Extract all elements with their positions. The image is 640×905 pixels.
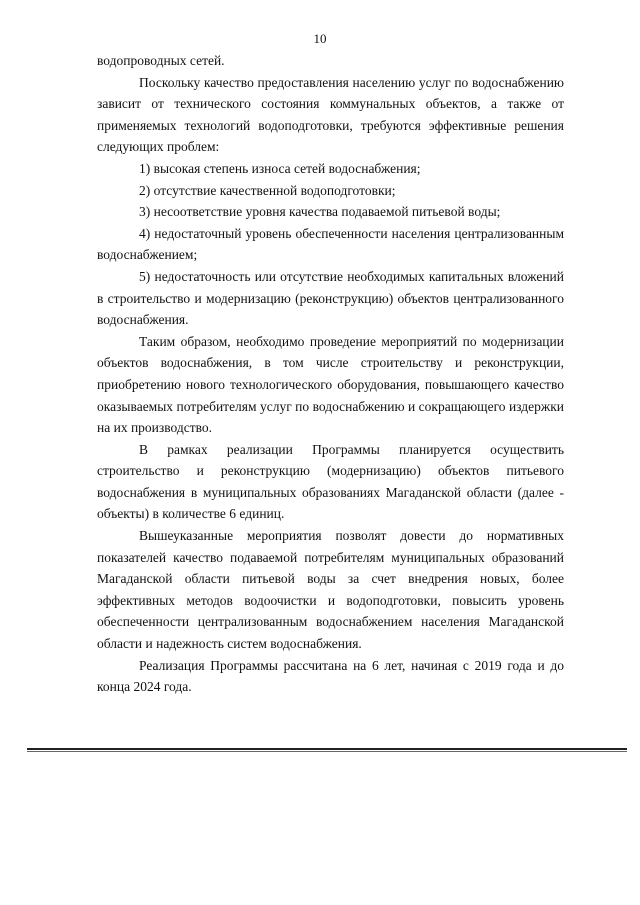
list-item-1: 1) высокая степень износа сетей водоснабжения; xyxy=(139,160,421,176)
document-body xyxy=(97,50,564,698)
list-item-2: 2) отсутствие качественной водоподготовки; xyxy=(139,182,396,198)
scan-divider-shadow xyxy=(27,751,627,752)
paragraph-measures: Таким образом, необходимо проведение мероприятий по модернизации объектов водоснабжения, в том числе строительству и реконструкции, приобретению нового технологического оборудования, повышающего качество оказываемых потребителям услуг по водоснабжению и сокращающего издержки на их производство. xyxy=(97,333,564,436)
list-item-5: 5) недостаточность или отсутствие необходимых капитальных вложений в строительство и модернизацию (реконструкцию) объектов централизованного водоснабжения. xyxy=(97,268,564,328)
list-item-4: 4) недостаточный уровень обеспеченности населения централизованным водоснабжением; xyxy=(97,225,564,263)
paragraph-problems-intro: Поскольку качество предоставления населению услуг по водоснабжению зависит от технического состояния коммунальных объектов, а также от применяемых технологий водоподготовки, требуются эффективные решения следующих проблем: xyxy=(97,74,564,155)
paragraph-continuation: водопроводных сетей. xyxy=(97,53,225,68)
paragraph-program-period: Реализация Программы рассчитана на 6 лет, начиная с 2019 года и до конца 2024 года. xyxy=(97,657,564,695)
page-number: 10 xyxy=(313,31,327,46)
list-item-3: 3) несоответствие уровня качества подаваемой питьевой воды; xyxy=(139,204,501,220)
scan-divider-line xyxy=(27,748,627,750)
paragraph-expected-results: Вышеуказанные мероприятия позволят довести до нормативных показателей качество подаваемой потребителям муниципальных образований Магаданской области питьевой воды за счет внедрения новых, более эффективных методов водоочистки и водоподготовки, повысить уровень обеспеченности централизованным водоснабжением населения Магаданской области и надежность систем водоснабжения. xyxy=(97,528,564,652)
paragraph-program-plan: В рамках реализации Программы планируется осуществить строительство и реконструкцию (модернизацию) объектов питьевого водоснабжения в муниципальных образованиях Магаданской области (далее - объекты) в количестве 6 единиц. xyxy=(97,441,564,522)
